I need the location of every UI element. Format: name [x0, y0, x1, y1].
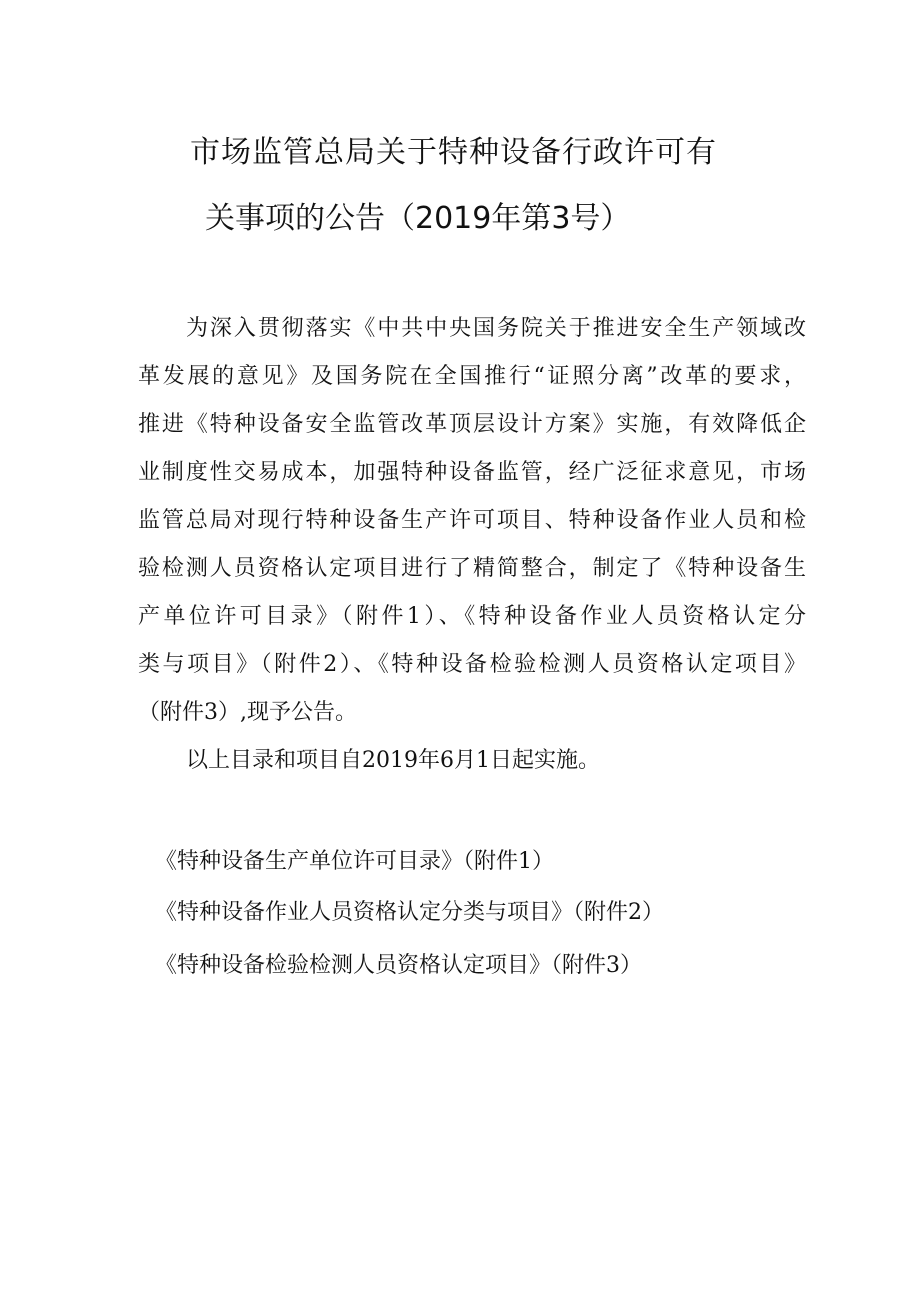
- paragraph-line: 验检测人员资格认定项目进行了精简整合，制定了《特种设备生: [138, 556, 806, 581]
- paragraph-line: 为深入贯彻落实《中共中央国务院关于推进安全生产领域改: [186, 316, 806, 341]
- paragraph-line: 革发展的意见》及国务院在全国推行“证照分离”改革的要求，: [138, 364, 806, 389]
- document-title-line-2: 关事项的公告（2019年第3号）: [205, 201, 631, 236]
- attachment-link-1[interactable]: 《特种设备生产单位许可目录》（附件1）: [155, 849, 554, 874]
- paragraph-line: （附件3）,现予公告。: [138, 700, 357, 725]
- paragraph-line: 类与项目》（附件2）、《特种设备检验检测人员资格认定项目》: [138, 652, 806, 677]
- paragraph-line: 业制度性交易成本，加强特种设备监管，经广泛征求意见，市场: [138, 460, 806, 485]
- attachment-link-2[interactable]: 《特种设备作业人员资格认定分类与项目》（附件2）: [155, 900, 664, 925]
- attachment-link-3[interactable]: 《特种设备检验检测人员资格认定项目》（附件3）: [155, 953, 642, 978]
- document-title-line-1: 市场监管总局关于特种设备行政许可有: [190, 135, 717, 170]
- paragraph-line: 监管总局对现行特种设备生产许可项目、特种设备作业人员和检: [138, 508, 806, 533]
- paragraph-line: 推进《特种设备安全监管改革顶层设计方案》实施，有效降低企: [138, 412, 806, 437]
- announcement-paragraph-2: 以上目录和项目自2019年6月1日起实施。: [186, 748, 600, 773]
- paragraph-line: 产单位许可目录》（附件1）、《特种设备作业人员资格认定分: [138, 604, 806, 629]
